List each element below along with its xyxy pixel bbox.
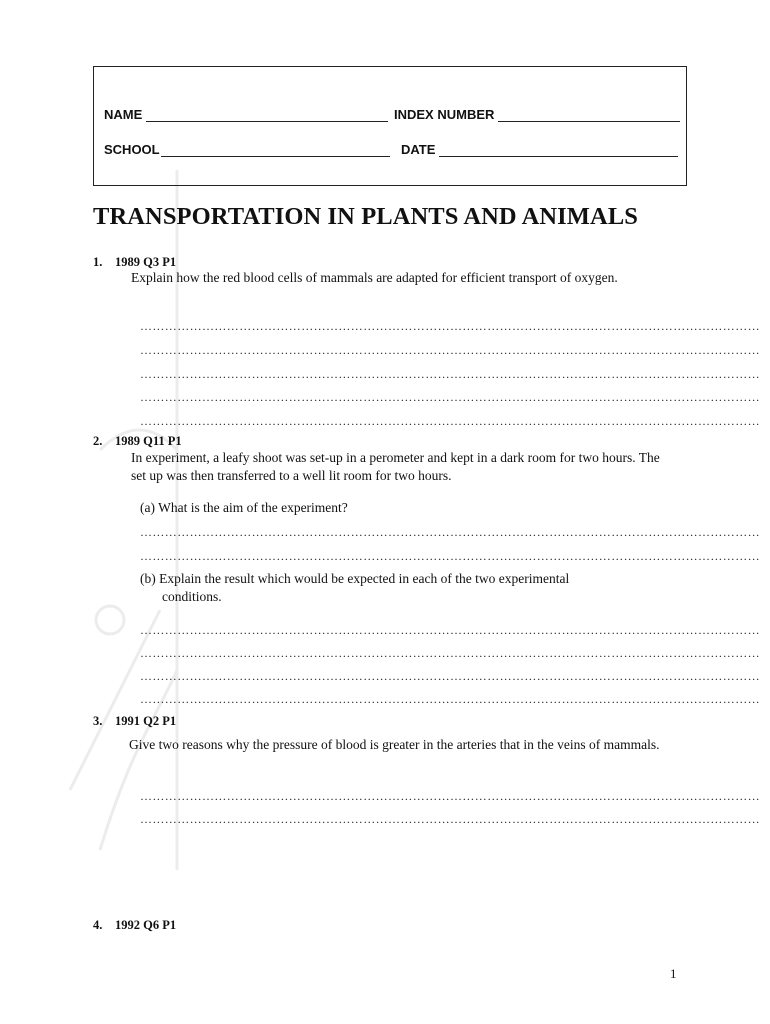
answer-line[interactable]: …………………………………………………………………………………………………………………………………… [140, 414, 760, 428]
answer-line[interactable]: …………………………………………………………………………………………………………………………………… [140, 319, 760, 333]
question-number: 1. [93, 255, 103, 269]
name-label: NAME [104, 107, 143, 122]
answer-line[interactable]: …………………………………………………………………………………………………………………………………… [140, 646, 760, 660]
question-1-heading [93, 255, 176, 270]
question-1-text: Explain how the red blood cells of mammals are adapted for efficient transport of oxygen. [131, 270, 618, 285]
question-2-text: In experiment, a leafy shoot was set-up in a perometer and kept in a dark room for two hours. The set up was then transferred to a well lit room for two hours. [131, 450, 660, 483]
answer-line[interactable]: …………………………………………………………………………………………………………………………………… [140, 549, 760, 563]
page-number: 1 [670, 966, 677, 981]
question-4-heading [93, 918, 176, 933]
question-number: 2. [93, 434, 103, 448]
date-line [439, 144, 678, 157]
school-label: SCHOOL [104, 142, 160, 157]
question-3-heading [93, 714, 176, 729]
question-2-part-b: (b) Explain the result which would be expected in each of the two experimental [140, 571, 570, 586]
answer-line[interactable]: …………………………………………………………………………………………………………………………………… [140, 367, 760, 381]
answer-line[interactable]: …………………………………………………………………………………………………………………………………… [140, 343, 760, 357]
question-ref: 1991 Q2 P1 [115, 714, 177, 728]
index-number-line [498, 109, 680, 122]
index-number-label: INDEX NUMBER [394, 107, 495, 122]
answer-line[interactable]: …………………………………………………………………………………………………………………………………… [140, 812, 760, 826]
page-title: TRANSPORTATION IN PLANTS AND ANIMALS [93, 203, 638, 230]
school-field[interactable] [104, 142, 390, 157]
date-field[interactable] [401, 142, 678, 157]
question-3-text: Give two reasons why the pressure of blood is greater in the arteries that in the veins of mammals. [129, 737, 660, 752]
answer-line[interactable]: …………………………………………………………………………………………………………………………………… [140, 669, 760, 683]
school-line [161, 144, 390, 157]
name-field[interactable] [104, 107, 388, 122]
question-2-part-a: (a) What is the aim of the experiment? [140, 500, 348, 515]
answer-line[interactable]: …………………………………………………………………………………………………………………………………… [140, 692, 760, 706]
index-number-field[interactable] [394, 107, 680, 122]
question-number: 4. [93, 918, 103, 932]
date-label: DATE [401, 142, 436, 157]
answer-line[interactable]: …………………………………………………………………………………………………………………………………… [140, 623, 760, 637]
question-number: 3. [93, 714, 103, 728]
answer-line[interactable]: …………………………………………………………………………………………………………………………………… [140, 525, 760, 539]
question-2-part-b-continued: conditions. [162, 589, 222, 604]
name-line [146, 109, 388, 122]
question-2-heading [93, 434, 182, 449]
question-ref: 1989 Q3 P1 [115, 255, 177, 269]
answer-line[interactable]: …………………………………………………………………………………………………………………………………… [140, 789, 760, 803]
question-ref: 1989 Q11 P1 [115, 434, 182, 448]
answer-line[interactable]: …………………………………………………………………………………………………………………………………… [140, 390, 760, 404]
question-ref: 1992 Q6 P1 [115, 918, 177, 932]
student-details-box [93, 66, 687, 186]
